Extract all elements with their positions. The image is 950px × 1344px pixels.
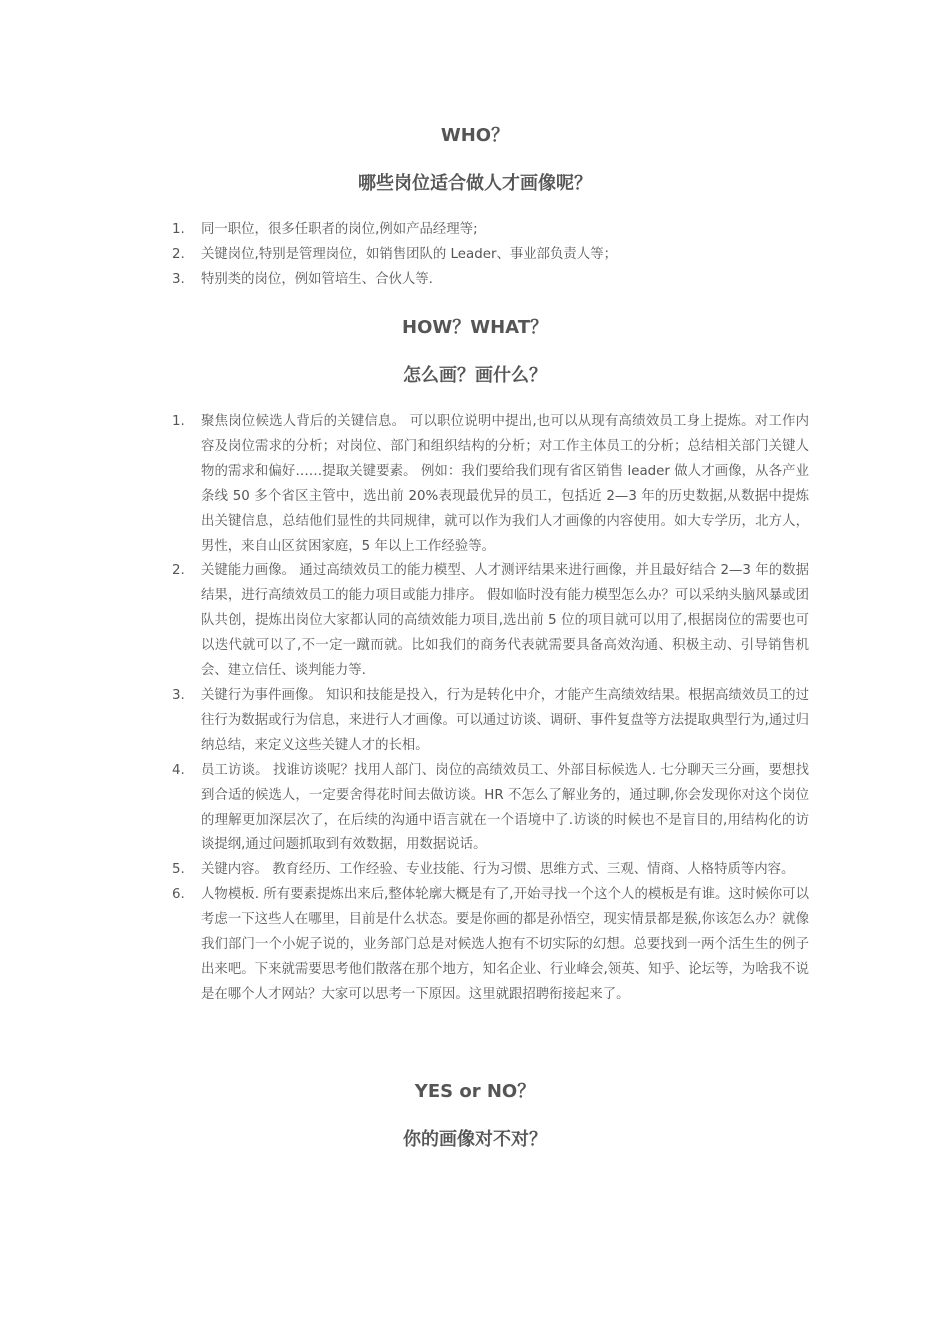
list-number: 6. <box>172 887 185 903</box>
list-number: 3. <box>172 687 185 703</box>
list-text: 关键行为事件画像。 知识和技能是投入，行为是转化中介，才能产生高绩效结果。根据高绩效员工的过往行为数据或行为信息，来进行人才画像。可以通过访谈、调研、事件复盘等方法提取典型行为,通过归纳总结，来定义这些关键人才的长相。 <box>201 687 809 753</box>
list-number: 1. <box>172 414 185 429</box>
list-item <box>0 218 950 243</box>
list-text: 同一职位，很多任职者的岗位,例如产品经理等; <box>201 222 478 237</box>
list-number: 2. <box>172 246 185 262</box>
list-number: 2. <box>172 563 185 579</box>
list-text: 关键岗位,特别是管理岗位，如销售团队的 Leader、事业部负责人等； <box>201 246 617 262</box>
who-list <box>0 218 950 293</box>
list-text: 关键能力画像。 通过高绩效员工的能力模型、人才测评结果来进行画像，并且最好结合 2—3 年的数据结果，进行高绩效员工的能力项目或能力排序。 假如临时没有能力模型怎么办？可以采纳头脑风暴或团队共创，提炼出岗位大家都认同的高绩效能力项目,选出前 5 位的项目就可以用了,根据岗位的需要也可以迭代就可以了,不一定一蹴而就。比如我们的商务代表就需要具备高效沟通、积极主动、引导销售机会、建立信任、谈判能力等. <box>201 563 809 679</box>
yes-heading: YES or NO？ <box>414 1081 536 1102</box>
list-text: 员工访谈。 找谁访谈呢？找用人部门、岗位的高绩效员工、外部目标候选人. 七分聊天三分画，要想找到合适的候选人，一定要舍得花时间去做访谈。HR 不怎么了解业务的，通过聊,你会发现你对这个岗位的理解更加深层次了，在后续的沟通中语言就在一个语境中了.访谈的时候也不是盲目的,用结构化的访谈提纲,通过问题抓取到有效数据，用数据说话。 <box>201 762 809 853</box>
list-text: 聚焦岗位候选人背后的关键信息。 可以职位说明中提出,也可以从现有高绩效员工身上提炼。对工作内容及岗位需求的分析；对岗位、部门和组织结构的分析；对工作主体员工的分析；总结相关部门关键人物的需求和偏好……提取关键要素。 例如：我们要给我们现有省区销售 leader 做人才画像，从各产业条线 50 多个省区主管中，选出前 20%表现最优异的员工，包括近 2—3 年的历史数据,从数据中提炼出关键信息，总结他们显性的共同规律，就可以作为我们人才画像的内容使用。如大专学历，北方人，男性，来自山区贫困家庭，5 年以上工作经验等。 <box>201 414 809 554</box>
who-subheading: 哪些岗位适合做人才画像呢？ <box>358 173 592 194</box>
yes-subheading: 你的画像对不对？ <box>403 1129 547 1150</box>
list-text: 关键内容。 教育经历、工作经验、专业技能、行为习惯、思维方式、三观、情商、人格特质等内容。 <box>201 862 795 878</box>
how-heading: HOW？WHAT？ <box>402 317 548 338</box>
list-text: 特别类的岗位，例如管培生、合伙人等. <box>201 271 433 287</box>
list-item <box>0 268 950 293</box>
who-heading: WHO？ <box>440 125 510 146</box>
list-number: 3. <box>172 271 185 287</box>
list-number: 4. <box>172 762 185 778</box>
list-item <box>0 883 950 1008</box>
list-item <box>0 759 950 859</box>
list-item <box>0 684 950 759</box>
list-item <box>0 243 950 268</box>
list-item <box>0 559 950 684</box>
list-item <box>0 410 950 559</box>
how-subheading: 怎么画？画什么？ <box>403 365 547 386</box>
list-text: 人物模板. 所有要素提炼出来后,整体轮廓大概是有了,开始寻找一个这个人的模板是有谁。这时候你可以考虑一下这些人在哪里，目前是什么状态。要是你画的都是孙悟空，现实情景都是猴,你该怎么办？就像我们部门一个小妮子说的，业务部门总是对候选人抱有不切实际的幻想。总要找到一两个活生生的例子出来吧。下来就需要思考他们散落在那个地方，知名企业、行业峰会,领英、知乎、论坛等，为啥我不说是在哪个人才网站？大家可以思考一下原因。这里就跟招聘衔接起来了。 <box>201 887 809 1002</box>
how-list <box>0 410 950 1008</box>
list-number: 1. <box>172 222 185 237</box>
list-number: 5. <box>172 862 185 878</box>
list-item <box>0 858 950 883</box>
